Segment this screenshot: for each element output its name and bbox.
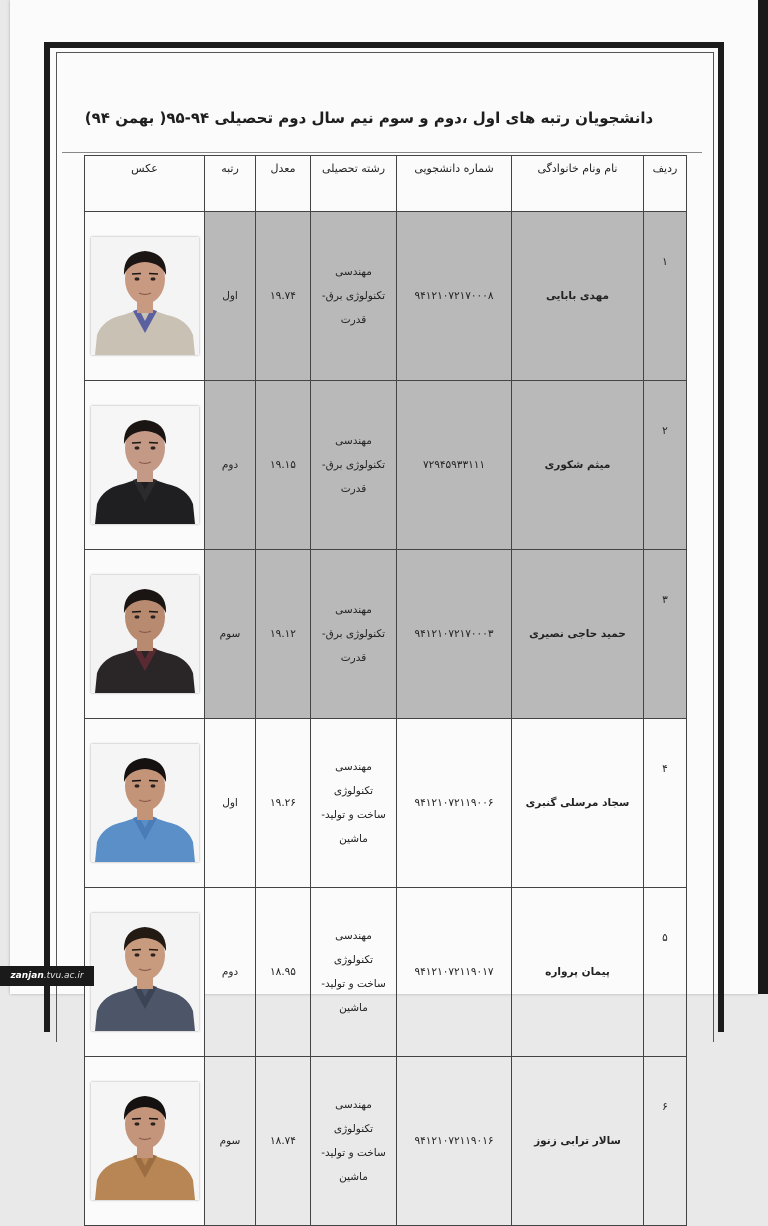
portrait-image (91, 237, 199, 355)
student-rank: سوم (205, 550, 256, 719)
logo-domain-text: .tvu.ac.ir (43, 971, 84, 981)
student-photo (91, 575, 199, 693)
grade-average: ۱۸.۹۵ (256, 888, 311, 1057)
table-row (85, 719, 687, 888)
row-number: ۵ (644, 888, 687, 1057)
student-photo (91, 406, 199, 524)
field-of-study: مهندسی تکنولوژی برق- قدرت (311, 550, 397, 719)
row-number: ۴ (644, 719, 687, 888)
student-rank: دوم (205, 381, 256, 550)
photo-cell (85, 1057, 205, 1226)
photo-cell (85, 719, 205, 888)
student-rank: دوم (205, 888, 256, 1057)
row-number: ۳ (644, 550, 687, 719)
table-header-row (85, 156, 687, 212)
table-row (85, 1057, 687, 1226)
students-table (84, 155, 687, 1226)
row-number: ۶ (644, 1057, 687, 1226)
grade-average: ۱۸.۷۴ (256, 1057, 311, 1226)
grade-average: ۱۹.۲۶ (256, 719, 311, 888)
student-id: ۹۴۱۲۱۰۷۲۱۱۹۰۰۶ (397, 719, 512, 888)
header-full-name: نام ونام خانوادگی (512, 156, 644, 212)
table-row (85, 550, 687, 719)
header-photo: عکس (85, 156, 205, 212)
portrait-image (91, 406, 199, 524)
student-name: حمید حاجی نصیری (512, 550, 644, 719)
table-row (85, 212, 687, 381)
student-id: ۹۴۱۲۱۰۷۲۱۱۹۰۱۷ (397, 888, 512, 1057)
header-student-id: شماره دانشجویی (397, 156, 512, 212)
header-field: رشته تحصیلی (311, 156, 397, 212)
student-photo (91, 1082, 199, 1200)
grade-average: ۱۹.۷۴ (256, 212, 311, 381)
student-name: سجاد مرسلی گنبری (512, 719, 644, 888)
header-average: معدل (256, 156, 311, 212)
header-rank: رتبه (205, 156, 256, 212)
title-divider (62, 152, 702, 153)
student-id: ۷۲۹۴۵۹۳۳۱۱۱ (397, 381, 512, 550)
student-id: ۹۴۱۲۱۰۷۲۱۷۰۰۰۳ (397, 550, 512, 719)
header-row-number: ردیف (644, 156, 687, 212)
photo-cell (85, 888, 205, 1057)
field-of-study: مهندسی تکنولوژی ساخت و تولید- ماشین (311, 1057, 397, 1226)
table-row (85, 381, 687, 550)
portrait-image (91, 744, 199, 862)
grade-average: ۱۹.۱۲ (256, 550, 311, 719)
photo-cell (85, 381, 205, 550)
student-name: پیمان پرواره (512, 888, 644, 1057)
student-name: سالار ترابی زنوز (512, 1057, 644, 1226)
site-logo (0, 966, 94, 986)
row-number: ۲ (644, 381, 687, 550)
logo-site-text: zanjan (10, 971, 44, 981)
grade-average: ۱۹.۱۵ (256, 381, 311, 550)
student-photo (91, 744, 199, 862)
student-id: ۹۴۱۲۱۰۷۲۱۷۰۰۰۸ (397, 212, 512, 381)
photo-cell (85, 550, 205, 719)
field-of-study: مهندسی تکنولوژی برق- قدرت (311, 212, 397, 381)
field-of-study: مهندسی تکنولوژی برق- قدرت (311, 381, 397, 550)
document-title: دانشجویان رتبه های اول ،دوم و سوم نیم سال دوم تحصیلی ۹۴-۹۵( بهمن ۹۴) (84, 109, 654, 127)
student-rank: اول (205, 212, 256, 381)
student-name: مهدی بابایی (512, 212, 644, 381)
student-rank: اول (205, 719, 256, 888)
student-id: ۹۴۱۲۱۰۷۲۱۱۹۰۱۶ (397, 1057, 512, 1226)
student-name: میثم شکوری (512, 381, 644, 550)
student-rank: سوم (205, 1057, 256, 1226)
photo-cell (85, 212, 205, 381)
student-photo (91, 913, 199, 1031)
portrait-image (91, 575, 199, 693)
portrait-image (91, 1082, 199, 1200)
student-photo (91, 237, 199, 355)
table-row (85, 888, 687, 1057)
field-of-study: مهندسی تکنولوژی ساخت و تولید- ماشین (311, 888, 397, 1057)
scan-edge (758, 0, 768, 994)
portrait-image (91, 913, 199, 1031)
row-number: ۱ (644, 212, 687, 381)
field-of-study: مهندسی تکنولوژی ساخت و تولید- ماشین (311, 719, 397, 888)
